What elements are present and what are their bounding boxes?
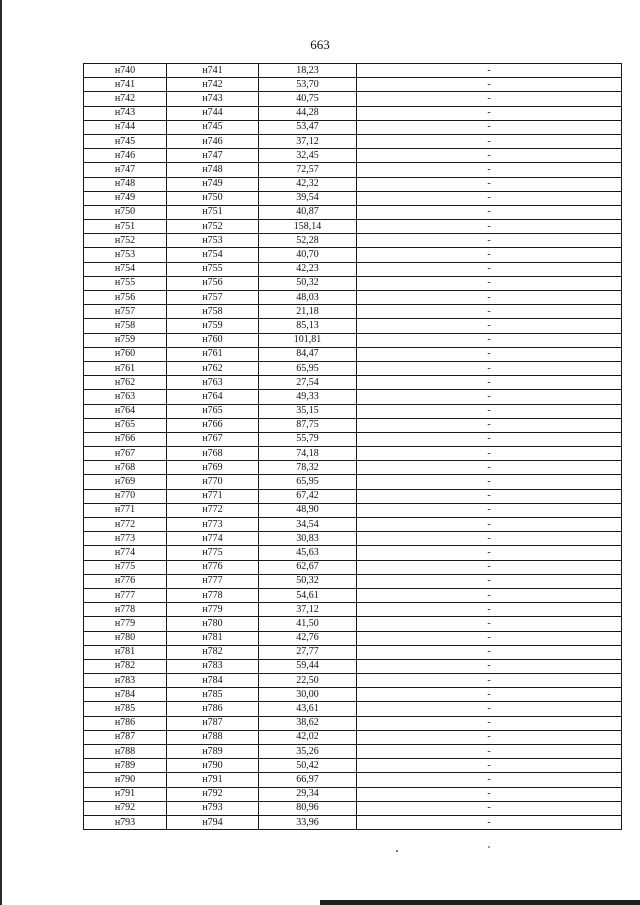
note-cell: -	[357, 447, 622, 461]
from-point-cell: н765	[84, 418, 167, 432]
note-cell: -	[357, 220, 622, 234]
table-row	[84, 248, 622, 262]
to-point-cell: н784	[167, 674, 259, 688]
note-cell: -	[357, 361, 622, 375]
note-cell: -	[357, 588, 622, 602]
table-row	[84, 376, 622, 390]
note-cell: -	[357, 532, 622, 546]
to-point-cell: н754	[167, 248, 259, 262]
note-cell: -	[357, 305, 622, 319]
note-cell: -	[357, 376, 622, 390]
table-row	[84, 489, 622, 503]
to-point-cell: н742	[167, 78, 259, 92]
to-point-cell: н741	[167, 64, 259, 78]
distance-cell: 54,61	[259, 588, 357, 602]
table-row	[84, 305, 622, 319]
page-number: 663	[310, 37, 330, 52]
distance-cell: 37,12	[259, 603, 357, 617]
to-point-cell: н785	[167, 688, 259, 702]
table-row	[84, 319, 622, 333]
note-cell: -	[357, 674, 622, 688]
table-row	[84, 149, 622, 163]
to-point-cell: н771	[167, 489, 259, 503]
distance-cell: 48,90	[259, 503, 357, 517]
note-cell: -	[357, 659, 622, 673]
to-point-cell: н750	[167, 191, 259, 205]
note-cell: -	[357, 631, 622, 645]
note-cell: -	[357, 688, 622, 702]
scan-edge-bottom	[320, 900, 640, 905]
from-point-cell: н755	[84, 276, 167, 290]
distance-cell: 27,54	[259, 376, 357, 390]
distance-cell: 59,44	[259, 659, 357, 673]
to-point-cell: н746	[167, 134, 259, 148]
table-row	[84, 787, 622, 801]
from-point-cell: н746	[84, 149, 167, 163]
note-cell: -	[357, 262, 622, 276]
from-point-cell: н754	[84, 262, 167, 276]
table-row	[84, 205, 622, 219]
note-cell: -	[357, 730, 622, 744]
note-cell: -	[357, 248, 622, 262]
to-point-cell: н745	[167, 120, 259, 134]
from-point-cell: н743	[84, 106, 167, 120]
note-cell: -	[357, 177, 622, 191]
from-point-cell: н751	[84, 220, 167, 234]
table-row	[84, 759, 622, 773]
table-row	[84, 120, 622, 134]
table-row	[84, 291, 622, 305]
distance-cell: 45,63	[259, 546, 357, 560]
distance-cell: 67,42	[259, 489, 357, 503]
from-point-cell: н748	[84, 177, 167, 191]
distance-cell: 62,67	[259, 560, 357, 574]
from-point-cell: н788	[84, 745, 167, 759]
note-cell: -	[357, 560, 622, 574]
from-point-cell: н778	[84, 603, 167, 617]
note-cell: -	[357, 773, 622, 787]
distance-cell: 85,13	[259, 319, 357, 333]
table-row	[84, 92, 622, 106]
from-point-cell: н792	[84, 801, 167, 815]
to-point-cell: н767	[167, 432, 259, 446]
table-row	[84, 418, 622, 432]
table-row	[84, 134, 622, 148]
table-row	[84, 461, 622, 475]
to-point-cell: н770	[167, 475, 259, 489]
from-point-cell: н763	[84, 390, 167, 404]
from-point-cell: н741	[84, 78, 167, 92]
table-row	[84, 773, 622, 787]
to-point-cell: н749	[167, 177, 259, 191]
to-point-cell: н793	[167, 801, 259, 815]
to-point-cell: н777	[167, 574, 259, 588]
to-point-cell: н781	[167, 631, 259, 645]
distance-cell: 43,61	[259, 702, 357, 716]
to-point-cell: н787	[167, 716, 259, 730]
from-point-cell: н772	[84, 518, 167, 532]
from-point-cell: н744	[84, 120, 167, 134]
table-row	[84, 674, 622, 688]
from-point-cell: н787	[84, 730, 167, 744]
distance-cell: 72,57	[259, 163, 357, 177]
from-point-cell: н756	[84, 291, 167, 305]
note-cell: -	[357, 503, 622, 517]
from-point-cell: н764	[84, 404, 167, 418]
distance-cell: 44,28	[259, 106, 357, 120]
from-point-cell: н773	[84, 532, 167, 546]
table-row	[84, 645, 622, 659]
distance-cell: 84,47	[259, 347, 357, 361]
table-row	[84, 361, 622, 375]
distance-cell: 33,96	[259, 815, 357, 829]
distance-cell: 40,87	[259, 205, 357, 219]
to-point-cell: н783	[167, 659, 259, 673]
to-point-cell: н755	[167, 262, 259, 276]
from-point-cell: н753	[84, 248, 167, 262]
table-row	[84, 106, 622, 120]
to-point-cell: н757	[167, 291, 259, 305]
from-point-cell: н776	[84, 574, 167, 588]
note-cell: -	[357, 149, 622, 163]
distance-cell: 55,79	[259, 432, 357, 446]
from-point-cell: н766	[84, 432, 167, 446]
table-row	[84, 815, 622, 829]
distance-cell: 48,03	[259, 291, 357, 305]
table-row	[84, 177, 622, 191]
to-point-cell: н794	[167, 815, 259, 829]
from-point-cell: н777	[84, 588, 167, 602]
distance-cell: 22,50	[259, 674, 357, 688]
distance-cell: 52,28	[259, 234, 357, 248]
table-row	[84, 262, 622, 276]
from-point-cell: н786	[84, 716, 167, 730]
distance-cell: 35,15	[259, 404, 357, 418]
distance-cell: 30,83	[259, 532, 357, 546]
to-point-cell: н760	[167, 333, 259, 347]
to-point-cell: н752	[167, 220, 259, 234]
from-point-cell: н774	[84, 546, 167, 560]
to-point-cell: н779	[167, 603, 259, 617]
table-row	[84, 432, 622, 446]
note-cell: -	[357, 574, 622, 588]
distance-cell: 53,47	[259, 120, 357, 134]
table-row	[84, 447, 622, 461]
from-point-cell: н759	[84, 333, 167, 347]
note-cell: -	[357, 390, 622, 404]
note-cell: -	[357, 815, 622, 829]
from-point-cell: н747	[84, 163, 167, 177]
distance-cell: 39,54	[259, 191, 357, 205]
note-cell: -	[357, 645, 622, 659]
table-row	[84, 475, 622, 489]
table-row	[84, 234, 622, 248]
note-cell: -	[357, 404, 622, 418]
to-point-cell: н753	[167, 234, 259, 248]
from-point-cell: н768	[84, 461, 167, 475]
to-point-cell: н747	[167, 149, 259, 163]
to-point-cell: н776	[167, 560, 259, 574]
to-point-cell: н761	[167, 347, 259, 361]
note-cell: -	[357, 716, 622, 730]
to-point-cell: н782	[167, 645, 259, 659]
distance-cell: 35,26	[259, 745, 357, 759]
from-point-cell: н742	[84, 92, 167, 106]
to-point-cell: н744	[167, 106, 259, 120]
to-point-cell: н773	[167, 518, 259, 532]
table-row	[84, 347, 622, 361]
distance-cell: 29,34	[259, 787, 357, 801]
to-point-cell: н766	[167, 418, 259, 432]
from-point-cell: н771	[84, 503, 167, 517]
distance-cell: 101,81	[259, 333, 357, 347]
distance-cell: 18,23	[259, 64, 357, 78]
to-point-cell: н769	[167, 461, 259, 475]
table-row	[84, 503, 622, 517]
table-row	[84, 546, 622, 560]
distance-cell: 40,75	[259, 92, 357, 106]
to-point-cell: н756	[167, 276, 259, 290]
distance-cell: 65,95	[259, 361, 357, 375]
to-point-cell: н788	[167, 730, 259, 744]
note-cell: -	[357, 291, 622, 305]
table-row	[84, 220, 622, 234]
table-row	[84, 78, 622, 92]
from-point-cell: н791	[84, 787, 167, 801]
note-cell: -	[357, 78, 622, 92]
distance-cell: 42,23	[259, 262, 357, 276]
table-row	[84, 617, 622, 631]
to-point-cell: н790	[167, 759, 259, 773]
distance-cell: 78,32	[259, 461, 357, 475]
to-point-cell: н763	[167, 376, 259, 390]
distance-cell: 50,42	[259, 759, 357, 773]
table-row	[84, 333, 622, 347]
from-point-cell: н760	[84, 347, 167, 361]
note-cell: -	[357, 163, 622, 177]
distance-cell: 42,32	[259, 177, 357, 191]
table-row	[84, 688, 622, 702]
to-point-cell: н748	[167, 163, 259, 177]
distance-cell: 34,54	[259, 518, 357, 532]
note-cell: -	[357, 92, 622, 106]
table-row	[84, 730, 622, 744]
note-cell: -	[357, 319, 622, 333]
table-row	[84, 574, 622, 588]
to-point-cell: н743	[167, 92, 259, 106]
to-point-cell: н765	[167, 404, 259, 418]
from-point-cell: н783	[84, 674, 167, 688]
note-cell: -	[357, 759, 622, 773]
table-row	[84, 603, 622, 617]
note-cell: -	[357, 432, 622, 446]
table-row	[84, 588, 622, 602]
distance-cell: 49,33	[259, 390, 357, 404]
from-point-cell: н789	[84, 759, 167, 773]
table-row	[84, 560, 622, 574]
distance-cell: 37,12	[259, 134, 357, 148]
note-cell: -	[357, 64, 622, 78]
to-point-cell: н759	[167, 319, 259, 333]
distance-cell: 80,96	[259, 801, 357, 815]
table-row	[84, 191, 622, 205]
to-point-cell: н780	[167, 617, 259, 631]
from-point-cell: н752	[84, 234, 167, 248]
from-point-cell: н757	[84, 305, 167, 319]
note-cell: -	[357, 603, 622, 617]
table-row	[84, 518, 622, 532]
note-cell: -	[357, 276, 622, 290]
note-cell: -	[357, 787, 622, 801]
note-cell: -	[357, 418, 622, 432]
distance-cell: 30,00	[259, 688, 357, 702]
from-point-cell: н793	[84, 815, 167, 829]
scan-speck	[396, 850, 398, 852]
from-point-cell: н785	[84, 702, 167, 716]
table-row	[84, 702, 622, 716]
from-point-cell: н758	[84, 319, 167, 333]
from-point-cell: н780	[84, 631, 167, 645]
from-point-cell: н781	[84, 645, 167, 659]
note-cell: -	[357, 617, 622, 631]
note-cell: -	[357, 801, 622, 815]
distance-cell: 50,32	[259, 276, 357, 290]
note-cell: -	[357, 134, 622, 148]
from-point-cell: н750	[84, 205, 167, 219]
distance-cell: 32,45	[259, 149, 357, 163]
distance-cell: 41,50	[259, 617, 357, 631]
note-cell: -	[357, 702, 622, 716]
note-cell: -	[357, 489, 622, 503]
boundary-table	[83, 63, 622, 830]
to-point-cell: н786	[167, 702, 259, 716]
note-cell: -	[357, 333, 622, 347]
distance-cell: 38,62	[259, 716, 357, 730]
note-cell: -	[357, 546, 622, 560]
distance-cell: 158,14	[259, 220, 357, 234]
note-cell: -	[357, 518, 622, 532]
table-row	[84, 716, 622, 730]
from-point-cell: н775	[84, 560, 167, 574]
table-row	[84, 745, 622, 759]
distance-cell: 21,18	[259, 305, 357, 319]
note-cell: -	[357, 347, 622, 361]
to-point-cell: н778	[167, 588, 259, 602]
distance-cell: 87,75	[259, 418, 357, 432]
from-point-cell: н762	[84, 376, 167, 390]
distance-cell: 27,77	[259, 645, 357, 659]
note-cell: -	[357, 205, 622, 219]
distance-cell: 40,70	[259, 248, 357, 262]
table-body	[84, 64, 622, 830]
table-row	[84, 631, 622, 645]
distance-cell: 42,76	[259, 631, 357, 645]
table-row	[84, 276, 622, 290]
note-cell: -	[357, 234, 622, 248]
from-point-cell: н749	[84, 191, 167, 205]
from-point-cell: н779	[84, 617, 167, 631]
to-point-cell: н775	[167, 546, 259, 560]
note-cell: -	[357, 461, 622, 475]
table-row	[84, 64, 622, 78]
to-point-cell: н762	[167, 361, 259, 375]
from-point-cell: н740	[84, 64, 167, 78]
to-point-cell: н789	[167, 745, 259, 759]
note-cell: -	[357, 120, 622, 134]
scan-speck	[488, 846, 490, 848]
from-point-cell: н770	[84, 489, 167, 503]
distance-cell: 50,32	[259, 574, 357, 588]
from-point-cell: н784	[84, 688, 167, 702]
distance-cell: 66,97	[259, 773, 357, 787]
note-cell: -	[357, 191, 622, 205]
table-row	[84, 404, 622, 418]
table-row	[84, 659, 622, 673]
distance-cell: 74,18	[259, 447, 357, 461]
from-point-cell: н782	[84, 659, 167, 673]
table-row	[84, 163, 622, 177]
to-point-cell: н792	[167, 787, 259, 801]
scan-edge-left	[0, 0, 2, 905]
to-point-cell: н791	[167, 773, 259, 787]
distance-cell: 42,02	[259, 730, 357, 744]
from-point-cell: н745	[84, 134, 167, 148]
to-point-cell: н758	[167, 305, 259, 319]
note-cell: -	[357, 106, 622, 120]
to-point-cell: н751	[167, 205, 259, 219]
to-point-cell: н774	[167, 532, 259, 546]
note-cell: -	[357, 475, 622, 489]
from-point-cell: н790	[84, 773, 167, 787]
table-row	[84, 390, 622, 404]
to-point-cell: н764	[167, 390, 259, 404]
table-row	[84, 801, 622, 815]
to-point-cell: н768	[167, 447, 259, 461]
distance-cell: 53,70	[259, 78, 357, 92]
from-point-cell: н761	[84, 361, 167, 375]
table-row	[84, 532, 622, 546]
note-cell: -	[357, 745, 622, 759]
to-point-cell: н772	[167, 503, 259, 517]
from-point-cell: н769	[84, 475, 167, 489]
from-point-cell: н767	[84, 447, 167, 461]
distance-cell: 65,95	[259, 475, 357, 489]
